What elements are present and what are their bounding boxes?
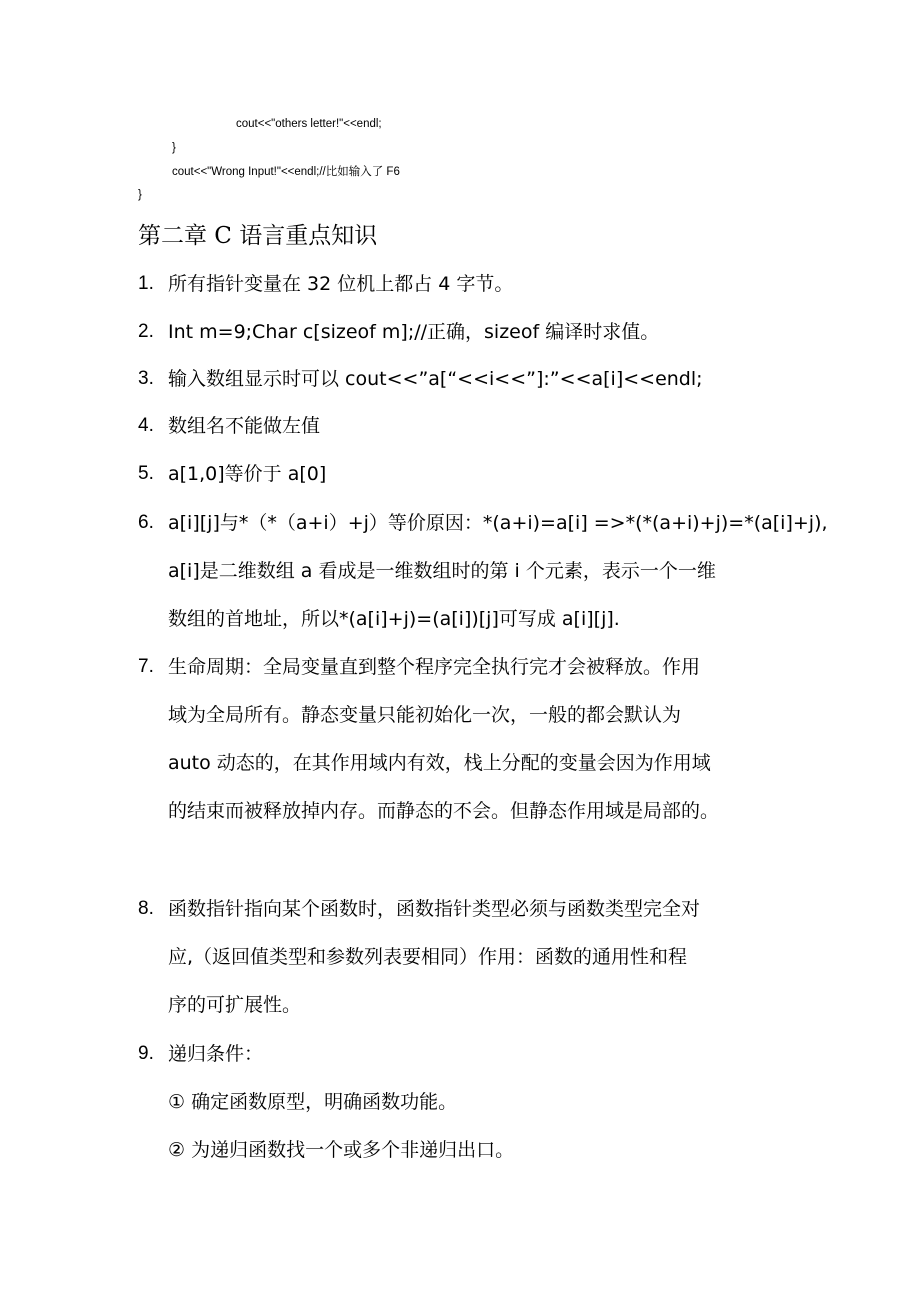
item-number: 2.	[138, 321, 154, 342]
item-number: 7.	[138, 656, 154, 677]
item-text: Int m=9;Char c[sizeof m];//正确，sizeof 编译时求值。	[168, 321, 660, 343]
item-number: 5.	[138, 463, 154, 484]
item-text: 所有指针变量在 32 位机上都占 4 字节。	[168, 273, 514, 295]
item-text: 输入数组显示时可以 cout<<”a[“<<i<<”]:”<<a[i]<<endl;	[168, 368, 703, 390]
item-text: 生命周期：全局变量直到整个程序完全执行完才会被释放。作用	[168, 656, 701, 678]
item-number: 4.	[138, 415, 154, 436]
code-line-2: }	[172, 142, 176, 154]
chapter-title: 第二章 C 语言重点知识	[138, 223, 378, 249]
item-text: a[i][j]与*（*（a+i）+j）等价原因：*(a+i)=a[i] =>*(*(a+i)+j)=*(a[i]+j),	[168, 512, 828, 534]
item-number: 9.	[138, 1043, 154, 1064]
item-text: a[1,0]等价于 a[0]	[168, 463, 327, 485]
item-text: 域为全局所有。静态变量只能初始化一次，一般的都会默认为	[168, 704, 682, 726]
sub-item-2: ② 为递归函数找一个或多个非递归出口。	[168, 1139, 515, 1161]
item-text: 数组名不能做左值	[168, 415, 321, 437]
item-number: 8.	[138, 898, 154, 919]
item-number: 3.	[138, 368, 154, 389]
item-text: 序的可扩展性。	[168, 994, 302, 1016]
sub-item-1: ① 确定函数原型，明确函数功能。	[168, 1091, 458, 1113]
item-text: auto 动态的，在其作用域内有效，栈上分配的变量会因为作用域	[168, 752, 711, 774]
item-text: 数组的首地址，所以*(a[i]+j)=(a[i])[j]可写成 a[i][j].	[168, 608, 620, 630]
item-text: 的结束而被释放掉内存。而静态的不会。但静态作用域是局部的。	[168, 800, 720, 822]
item-text: 函数指针指向某个函数时，函数指针类型必须与函数类型完全对	[168, 898, 701, 920]
code-line-4: }	[138, 189, 142, 201]
code-line-1: cout<<"others letter!"<<endl;	[236, 118, 382, 130]
item-number: 1.	[138, 273, 154, 294]
item-number: 6.	[138, 512, 154, 533]
item-text: 递归条件：	[168, 1043, 264, 1065]
item-text: 应,（返回值类型和参数列表要相同）作用：函数的通用性和程	[168, 946, 688, 968]
code-line-3: cout<<"Wrong Input!"<<endl;//比如输入了 F6	[172, 166, 400, 178]
item-text: a[i]是二维数组 a 看成是一维数组时的第 i 个元素，表示一个一维	[168, 560, 716, 582]
